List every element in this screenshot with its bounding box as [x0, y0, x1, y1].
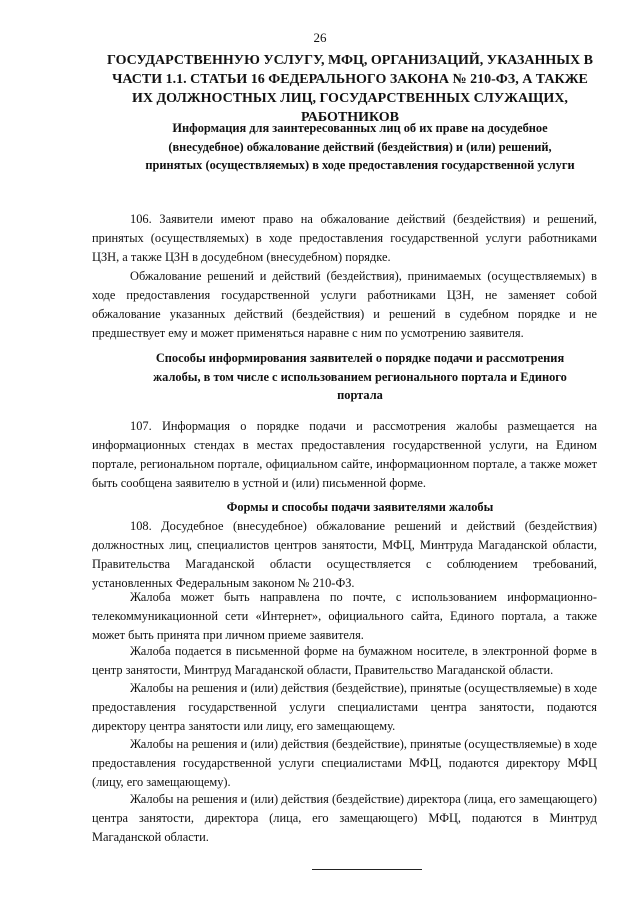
- paragraph-106: 106. Заявители имеют право на обжалование действий (бездействия) и решений, принятых (осуществляемых) в ходе предоставления государственной услуги работниками ЦЗН, а также ЦЗН в досудебном (внесудебном) порядке.: [92, 212, 597, 264]
- paragraph-108: 108. Досудебное (внесудебное) обжалование решений и действий (бездействия) должностных лиц, специалистов центров занятости, МФЦ, Минтруда Магаданской области, Правительства Магаданской области осуществляется с соблюдением требований, установленных Федеральным законом № 210-ФЗ.: [92, 519, 597, 590]
- footer-divider: [312, 869, 422, 870]
- section-heading-appeal-rights: Информация для заинтересованных лиц об их праве на досудебное (внесудебное) обжалование действий (бездействия) и (или) решений, принятых (осуществляемых) в ходе предоставления государственной услуги: [145, 121, 575, 172]
- section-heading-informing-methods: Способы информирования заявителей о порядке подачи и рассмотрения жалобы, в том числе с использованием регионального портала и Единого портала: [153, 351, 567, 402]
- paragraph-107: 107. Информация о порядке подачи и рассмотрения жалобы размещается на информационных стендах в местах предоставления государственной услуги, на Едином портале, региональном портале, официальном сайте, информационном портале, а также может быть сообщена заявителю в устной и (или) письменной форме.: [92, 419, 597, 490]
- paragraph-106-appeal-note: Обжалование решений и действий (бездействия), принимаемых (осуществляемых) в ходе предоставления государственной услуги работниками ЦЗН, не заменяет собой обжалование указанных действий (бездействия) и решений в судебном порядке и не предшествует ему и может применяться наравне с ним по усмотрению заявителя.: [92, 269, 597, 340]
- page-number: 26: [313, 30, 327, 45]
- paragraph-108-written-form: Жалоба подается в письменной форме на бумажном носителе, в электронной форме в центр занятости, Минтруд Магаданской области, Правительство Магаданской области.: [92, 644, 597, 677]
- paragraph-108-mfc-complaints: Жалобы на решения и (или) действия (бездействие), принятые (осуществляемые) в ходе предоставления государственной услуги специалистами МФЦ, подаются директору МФЦ (лицу, его замещающему).: [92, 737, 597, 789]
- section-heading-complaint-forms: Формы и способы подачи заявителями жалобы: [226, 500, 494, 514]
- paragraph-108-submission-channels: Жалоба может быть направлена по почте, с использованием информационно-телекоммуникационной сети «Интернет», официального сайта, Единого портала, а также может быть принята при личном приеме заявителя.: [92, 590, 597, 642]
- paragraph-108-director-complaints: Жалобы на решения и (или) действия (бездействие) директора (лица, его замещающего) центра занятости, директора (лица, его замещающего) МФЦ, подаются в Минтруд Магаданской области.: [92, 792, 597, 844]
- document-title: ГОСУДАРСТВЕННУЮ УСЛУГУ, МФЦ, ОРГАНИЗАЦИЙ, УКАЗАННЫХ В ЧАСТИ 1.1. СТАТЬИ 16 ФЕДЕРАЛЬНОГО ЗАКОНА № 210-ФЗ, А ТАКЖЕ ИХ ДОЛЖНОСТНЫХ ЛИЦ, ГОСУДАРСТВЕННЫХ СЛУЖАЩИХ, РАБОТНИКОВ: [107, 53, 593, 125]
- paragraph-108-czn-complaints: Жалобы на решения и (или) действия (бездействие), принятые (осуществляемые) в ходе предоставления государственной услуги специалистами центра занятости, подаются директору центра занятости или лицу, его замещающему.: [92, 681, 597, 733]
